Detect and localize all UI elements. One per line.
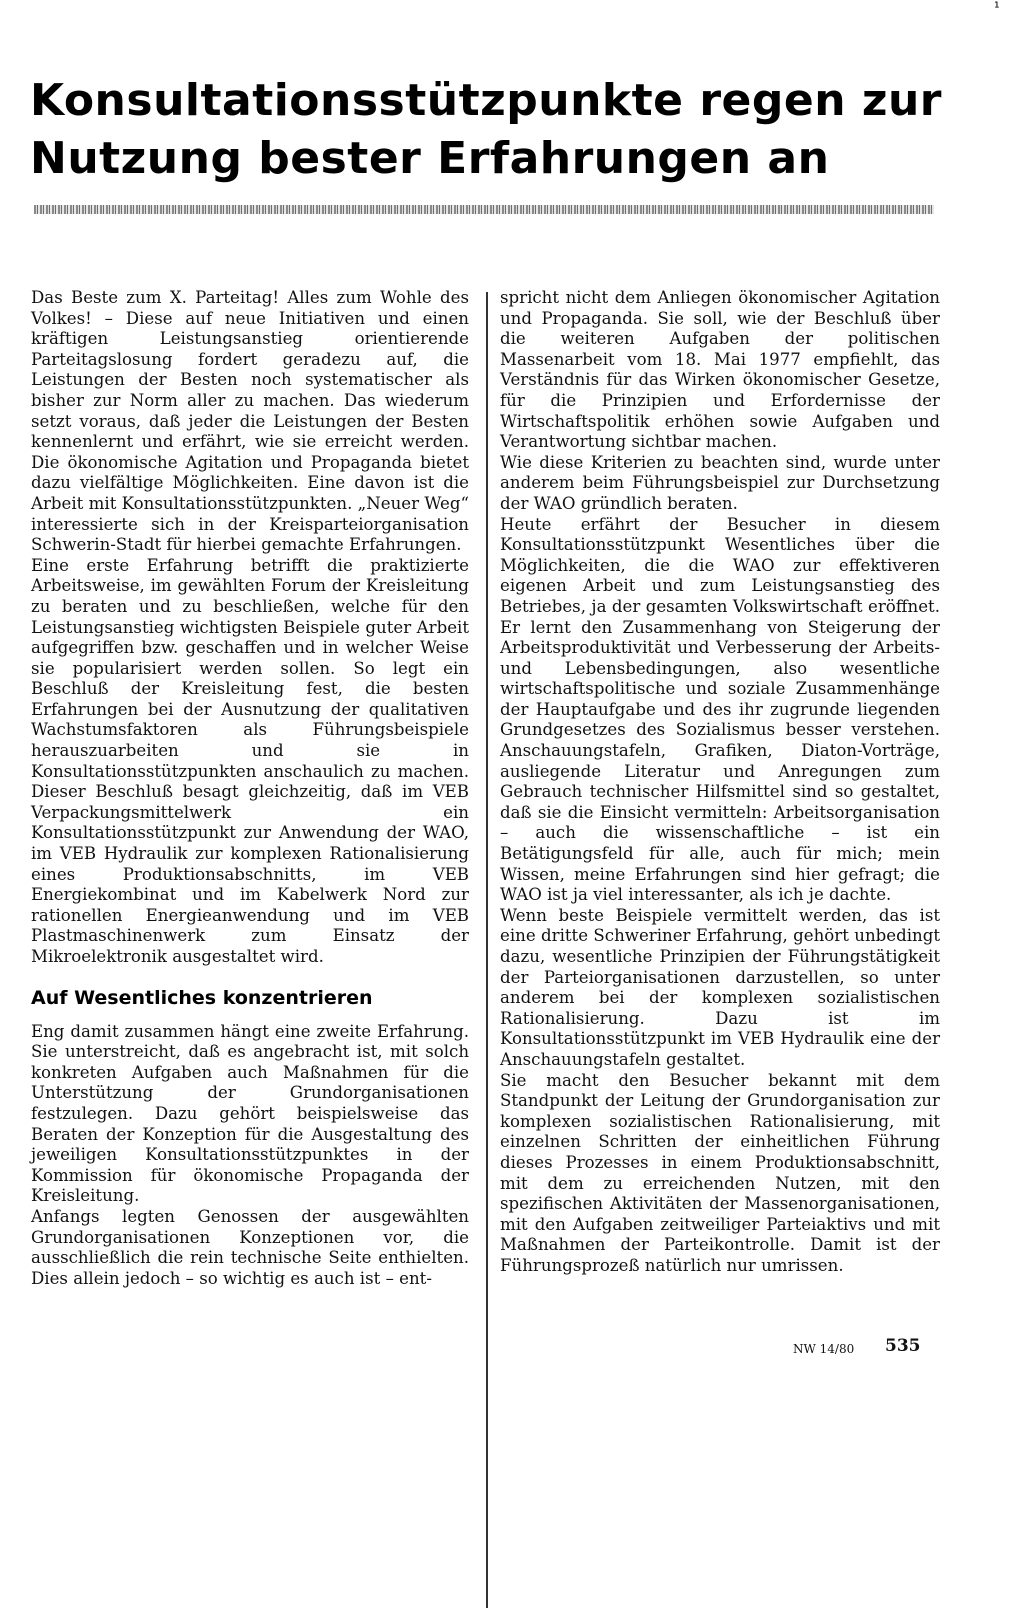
left-column bbox=[31, 288, 469, 1289]
section-subheading: Auf Wesentliches konzentrieren bbox=[31, 986, 373, 1009]
paragraph: Heute erfährt der Besucher in diesem Konsultationsstützpunkt Wesentliches über die Möglichkeiten, die die WAO zur effektiveren eigenen Arbeit und zum Leistungsanstieg des Betriebes, ja der gesamten Volkswirtschaft eröffnet. Er lernt den Zusammenhang von Steigerung der Arbeitsproduktivität und Verbesserung der Arbeits- und Lebensbedingungen, also wesentliche wirtschaftspolitische und soziale Zusammenhänge der Hauptaufgabe und des ihr zugrunde liegenden Grundgesetzes des Sozialismus besser verstehen. Anschauungstafeln, Grafiken, Diaton-Vorträge, ausliegende Literatur und Anregungen zum Gebrauch technischer Hilfsmittel sind so gestaltet, daß sie die Einsicht vermitteln: Arbeitsorganisation – auch die wissenschaftliche – ist ein Betätigungsfeld für alle, auch für mich; mein Wissen, meine Erfahrungen sind hier gefragt; die WAO ist ja viel interessanter, als ich je dachte. bbox=[500, 514, 940, 905]
paragraph: Eine erste Erfahrung betrifft die praktizierte Arbeitsweise, im gewählten Forum der Kreisleitung zu beraten und zu beschließen, welche für den Leistungsanstieg wichtigsten Beispiele guter Arbeit aufgegriffen bzw. geschaffen und in welcher Weise sie popularisiert werden sollen. So legt ein Beschluß der Kreisleitung fest, die besten Erfahrungen bei der Ausnutzung der qualitativen Wachstumsfaktoren als Führungsbeispiele herauszuarbeiten und sie in Konsultationsstützpunkten anschaulich zu machen. Dieser Beschluß besagt gleichzeitig, daß im VEB Verpackungsmittelwerk ein Konsultationsstützpunkt zur Anwendung der WAO, im VEB Hydraulik zur komplexen Rationalisierung eines Produktionsabschnitts, im VEB Energiekombinat und im Kabelwerk Nord zur rationellen Energieanwendung und im VEB Plastmaschinenwerk zum Einsatz der Mikroelektronik ausgestaltet wird. bbox=[31, 555, 469, 966]
issue-label: NW 14/80 bbox=[793, 1342, 855, 1356]
paragraph: Das Beste zum X. Parteitag! Alles zum Wohle des Volkes! – Diese auf neue Initiativen und einen kräftigen Leistungsanstieg orientierende Parteitagslosung fordert geradezu auf, die Leistungen der Besten noch systematischer als bisher zur Norm aller zu machen. Das wiederum setzt voraus, daß jeder die Leistungen der Besten kennenlernt und erfährt, wie sie erreicht werden. Die ökonomische Agitation und Propaganda bietet dazu vielfältige Möglichkeiten. Eine davon ist die Arbeit mit Konsultationsstützpunkten. „Neuer Weg“ interessierte sich in der Kreisparteiorganisation Schwerin-Stadt für hierbei gemachte Erfahrungen. bbox=[31, 288, 469, 555]
headline-line-2: Nutzung bester Erfahrungen an bbox=[30, 133, 830, 184]
paragraph: Wie diese Kriterien zu beachten sind, wurde unter anderem beim Führungsbeispiel zur Durchsetzung der WAO gründlich beraten. bbox=[500, 452, 940, 513]
corner-mark: ¹ bbox=[994, 0, 1000, 16]
paragraph: Eng damit zusammen hängt eine zweite Erfahrung. Sie unterstreicht, daß es angebracht ist, mit solch konkreten Aufgaben auch Maßnahmen für die Unterstützung der Grundorganisationen festzulegen. Dazu gehört beispielsweise das Beraten der Konzeption für die Ausgestaltung des jeweiligen Konsultationsstützpunktes in der Kommission für ökonomische Propaganda der Kreisleitung. bbox=[31, 1021, 469, 1206]
headline-rule bbox=[34, 205, 934, 214]
column-divider bbox=[486, 292, 488, 1608]
paragraph: Anfangs legten Genossen der ausgewählten Grundorganisationen Konzeptionen vor, die ausschließlich die rein technische Seite enthielten. Dies allein jedoch – so wichtig es auch ist – ent- bbox=[31, 1206, 469, 1288]
headline-line-1: Konsultationsstützpunkte regen zur bbox=[30, 75, 942, 126]
article-headline bbox=[30, 72, 990, 188]
paragraph: spricht nicht dem Anliegen ökonomischer Agitation und Propaganda. Sie soll, wie der Beschluß über die weiteren Aufgaben der politischen Massenarbeit vom 18. Mai 1977 empfiehlt, das Verständnis für das Wirken ökonomischer Gesetze, für die Prinzipien und Erfordernisse der Wirtschaftspolitik erhöhen sowie Aufgaben und Verantwortung sichtbar machen. bbox=[500, 288, 940, 452]
paragraph: Sie macht den Besucher bekannt mit dem Standpunkt der Leitung der Grundorganisation zur komplexen sozialistischen Rationalisierung, mit einzelnen Schritten der einheitlichen Führung dieses Prozesses in einem Produktionsabschnitt, mit dem zu erreichenden Nutzen, mit den spezifischen Aktivitäten der Massenorganisationen, mit den Aufgaben zeitweiliger Parteiaktivs und mit Maßnahmen der Parteikontrolle. Damit ist der Führungsprozeß natürlich nur umrissen. bbox=[500, 1070, 940, 1275]
paragraph: Wenn beste Beispiele vermittelt werden, das ist eine dritte Schweriner Erfahrung, gehört unbedingt dazu, wesentliche Prinzipien der Führungstätigkeit der Parteiorganisationen darzustellen, so unter anderem bei der komplexen sozialistischen Rationalisierung. Dazu ist im Konsultationsstützpunkt im VEB Hydraulik eine der Anschauungstafeln gestaltet. bbox=[500, 905, 940, 1069]
right-column bbox=[500, 288, 940, 1277]
page-number: 535 bbox=[885, 1336, 921, 1356]
